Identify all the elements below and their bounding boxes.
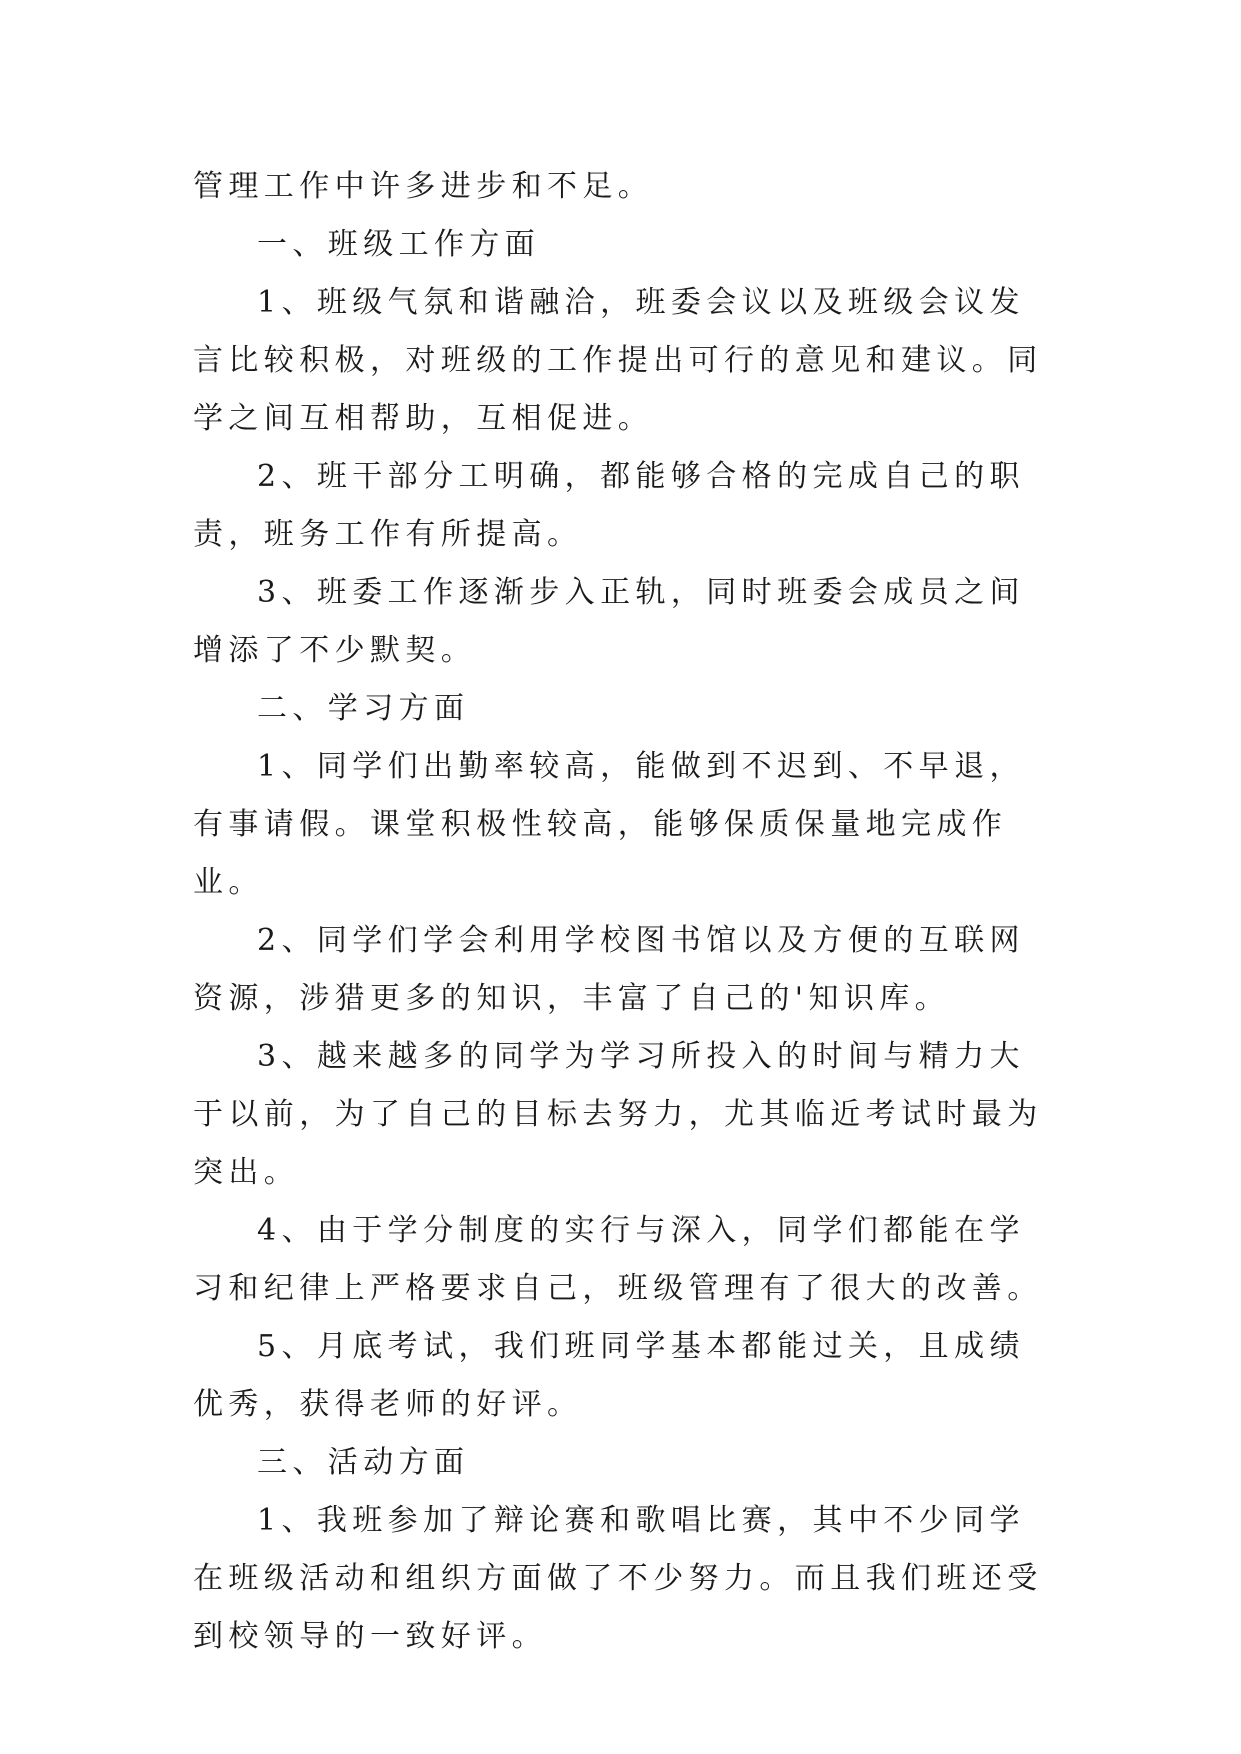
section-heading-class-work: 一、班级工作方面 [257, 227, 541, 262]
section-heading-activities: 三、活动方面 [257, 1445, 470, 1480]
document-body [193, 158, 1053, 1666]
paragraph-continuation: 管理工作中许多进步和不足。 [193, 169, 654, 204]
paragraph-class-work-2: 2、班干部分工明确，都能够合格的完成自己的职责，班务工作有所提高。 [193, 459, 1025, 552]
section-heading-study: 二、学习方面 [257, 691, 470, 726]
paragraph-study-1: 1、同学们出勤率较高，能做到不迟到、不早退，有事请假。课堂积极性较高，能够保质保量地完成作业。 [193, 749, 1025, 900]
paragraph-class-work-3: 3、班委工作逐渐步入正轨，同时班委会成员之间增添了不少默契。 [193, 575, 1025, 668]
paragraph-activities-1: 1、我班参加了辩论赛和歌唱比赛，其中不少同学在班级活动和组织方面做了不少努力。而且我们班还受到校领导的一致好评。 [193, 1503, 1043, 1654]
paragraph-study-4: 4、由于学分制度的实行与深入，同学们都能在学习和纪律上严格要求自己，班级管理有了很大的改善。 [193, 1213, 1043, 1306]
paragraph-study-3: 3、越来越多的同学为学习所投入的时间与精力大于以前，为了自己的目标去努力，尤其临近考试时最为突出。 [193, 1039, 1043, 1190]
paragraph-study-2: 2、同学们学会利用学校图书馆以及方便的互联网资源，涉猎更多的知识，丰富了自己的'知识库。 [193, 923, 1025, 1016]
paragraph-class-work-1: 1、班级气氛和谐融洽，班委会议以及班级会议发言比较积极，对班级的工作提出可行的意见和建议。同学之间互相帮助，互相促进。 [193, 285, 1043, 436]
paragraph-study-5: 5、月底考试，我们班同学基本都能过关，且成绩优秀，获得老师的好评。 [193, 1329, 1025, 1422]
